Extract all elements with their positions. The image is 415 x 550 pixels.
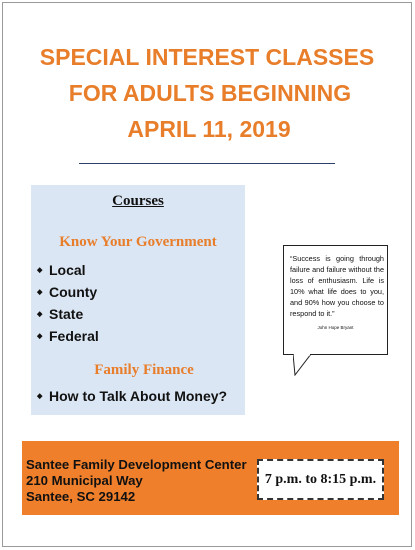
section-heading-finance: Family Finance [94, 362, 194, 378]
courses-panel [31, 185, 245, 415]
quote-callout [283, 245, 388, 355]
flyer-page [2, 2, 412, 547]
list-item [37, 328, 99, 344]
diamond-bullet-icon: ◆ [37, 267, 43, 274]
location-banner [22, 441, 399, 515]
section-heading-government: Know Your Government [59, 234, 217, 250]
list-item [37, 262, 86, 278]
time-box [257, 459, 384, 500]
diamond-bullet-icon: ◆ [37, 311, 43, 318]
venue-street: 210 Municipal Way [26, 473, 143, 488]
course-label: Federal [49, 328, 99, 344]
diamond-bullet-icon: ◆ [37, 289, 43, 296]
course-label: How to Talk About Money? [49, 388, 228, 404]
venue-city: Santee, SC 29142 [26, 489, 136, 504]
course-label: County [49, 284, 98, 300]
diamond-bullet-icon: ◆ [37, 393, 43, 400]
venue-name: Santee Family Development Center [26, 457, 247, 472]
list-item [37, 388, 227, 404]
divider-line [79, 163, 335, 164]
list-item [37, 284, 97, 300]
diamond-bullet-icon: ◆ [37, 333, 43, 340]
quote-author: John Hope Bryant [317, 325, 354, 330]
class-time: 7 p.m. to 8:15 p.m. [264, 472, 377, 487]
quote-text: “Success is going through failure and failure without the loss of enthusiasm. Life is 10% what life does to you, and 90% how you choose to respond to it.” [290, 254, 384, 318]
course-label: Local [49, 262, 86, 278]
course-label: State [49, 306, 84, 322]
headline-date: APRIL 11, 2019 [127, 116, 291, 142]
headline-line-2: FOR ADULTS BEGINNING [68, 80, 352, 106]
callout-tail-icon [293, 354, 323, 376]
list-item [37, 306, 83, 322]
courses-title: Courses [112, 193, 164, 209]
headline-line-1: SPECIAL INTEREST CLASSES [39, 44, 375, 70]
